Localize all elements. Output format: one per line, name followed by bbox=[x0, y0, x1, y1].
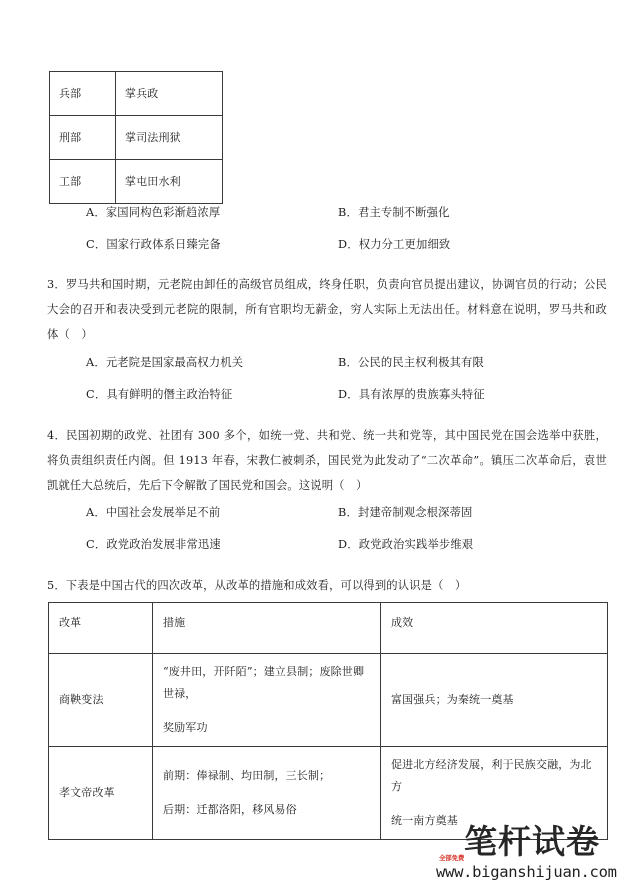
ministry-duty-cell: 掌司法刑狱 bbox=[116, 116, 223, 160]
option-b[interactable] bbox=[338, 203, 450, 223]
option-c-text: 政党政治发展非常迅速 bbox=[106, 538, 221, 551]
ministry-duty-cell: 掌屯田水利 bbox=[116, 160, 223, 204]
option-d-label: D． bbox=[338, 388, 359, 401]
option-a[interactable] bbox=[86, 503, 338, 523]
measure-line: 前期：俸禄制、均田制，三长制； bbox=[163, 769, 331, 782]
question5-stem: 5．下表是中国古代的四次改革，从改革的措施和成效看，可以得到的认识是（ ） bbox=[47, 579, 467, 592]
reforms-table bbox=[48, 602, 608, 840]
column-header-measures: 措施 bbox=[153, 603, 381, 654]
ministry-name-cell: 工部 bbox=[50, 160, 116, 204]
option-c[interactable] bbox=[86, 535, 338, 555]
option-b[interactable] bbox=[338, 353, 485, 373]
option-a[interactable] bbox=[86, 353, 338, 373]
option-c-text: 具有鲜明的僭主政治特征 bbox=[106, 388, 233, 401]
ministry-name-cell: 兵部 bbox=[50, 72, 116, 116]
option-a-text: 中国社会发展举足不前 bbox=[105, 506, 221, 519]
measure-line: “废井田，开阡陌”；建立县制；废除世卿世禄， bbox=[163, 665, 365, 700]
question3-options bbox=[86, 353, 485, 405]
option-b-text: 君主专制不断强化 bbox=[358, 206, 450, 219]
watermark-brand: 笔杆试卷 bbox=[464, 822, 600, 861]
option-d[interactable] bbox=[338, 235, 450, 255]
table-row bbox=[50, 116, 223, 160]
column-header-reform: 改革 bbox=[49, 603, 153, 654]
option-c[interactable] bbox=[86, 235, 338, 255]
option-b-text: 公民的民主权利极其有限 bbox=[358, 356, 484, 369]
column-header-effects: 成效 bbox=[381, 603, 608, 654]
option-d-text: 政党政治实践举步维艰 bbox=[358, 538, 474, 551]
table-row bbox=[50, 72, 223, 116]
option-b-label: B． bbox=[338, 206, 358, 219]
reform-measures-cell bbox=[153, 747, 381, 840]
watermark-free-badge: 全部免费 bbox=[439, 854, 465, 862]
option-d-text: 具有浓厚的贵族寡头特征 bbox=[358, 388, 485, 401]
option-c-label: C． bbox=[86, 238, 107, 251]
table-row bbox=[49, 654, 608, 747]
option-c-label: C． bbox=[86, 388, 107, 401]
question4-options bbox=[86, 503, 473, 555]
watermark-url: www.biganshijuan.com bbox=[436, 863, 617, 881]
option-d[interactable] bbox=[338, 535, 473, 555]
option-c-text: 国家行政体系日臻完备 bbox=[106, 238, 221, 251]
option-d[interactable] bbox=[338, 385, 485, 405]
option-c-label: C． bbox=[86, 538, 107, 551]
question2-options bbox=[86, 203, 450, 255]
option-d-label: D． bbox=[338, 238, 359, 251]
reform-measures-cell bbox=[153, 654, 381, 747]
table-header-row bbox=[49, 603, 608, 654]
ministry-duty-cell: 掌兵政 bbox=[116, 72, 223, 116]
measure-line: 奖励军功 bbox=[163, 721, 208, 734]
option-a-text: 元老院是国家最高权力机关 bbox=[105, 356, 244, 369]
option-d-text: 权力分工更加细致 bbox=[358, 238, 451, 251]
measure-line: 后期：迁都洛阳，移风易俗 bbox=[163, 803, 297, 816]
option-a-label: A． bbox=[86, 356, 106, 369]
effect-line: 富国强兵；为秦统一奠基 bbox=[391, 693, 514, 706]
option-a[interactable] bbox=[86, 203, 338, 223]
reform-name-cell: 商鞅变法 bbox=[49, 654, 153, 747]
option-a-label: A． bbox=[86, 206, 106, 219]
option-b-label: B． bbox=[338, 356, 358, 369]
option-b[interactable] bbox=[338, 503, 473, 523]
option-b-text: 封建帝制观念根深蒂固 bbox=[358, 506, 473, 519]
option-a-text: 家国同构色彩渐趋浓厚 bbox=[105, 206, 221, 219]
ministry-name-cell: 刑部 bbox=[50, 116, 116, 160]
effect-line: 促进北方经济发展，利于民族交融，为北方 bbox=[391, 758, 592, 793]
question3-stem: 3．罗马共和国时期，元老院由卸任的高级官员组成，终身任职，负责向官员提出建议，协调官员的行动；公民大会的召开和表决受到元老院的限制，所有官职均无薪金，穷人实际上无法出任。材料意在说明，罗马共和政体（ ） bbox=[47, 278, 607, 341]
reform-effects-cell bbox=[381, 654, 608, 747]
table-row bbox=[50, 160, 223, 204]
question4-stem: 4．民国初期的政党、社团有 300 多个，如统一党、共和党、统一共和党等，其中国民党在国会选举中获胜，将负责组织责任内阁。但 1913 年春，宋教仁被刺杀，国民党为此发动了“二次革命”。镇压二次革命后，袁世凯就任大总统后，先后下令解散了国民党和国会。这说明（ ） bbox=[47, 429, 607, 492]
watermark bbox=[436, 822, 617, 890]
option-a-label: A． bbox=[86, 506, 106, 519]
option-d-label: D． bbox=[338, 538, 359, 551]
effect-line: 统一南方奠基 bbox=[391, 814, 458, 827]
reform-name-cell: 孝文帝改革 bbox=[49, 747, 153, 840]
option-c[interactable] bbox=[86, 385, 338, 405]
ministries-table bbox=[49, 71, 223, 204]
option-b-label: B． bbox=[338, 506, 358, 519]
